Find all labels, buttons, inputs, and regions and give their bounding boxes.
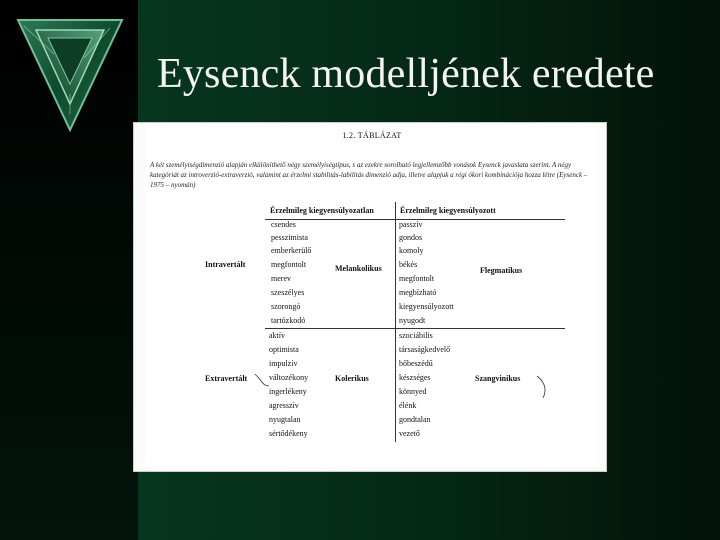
- trait-cell: optimista: [269, 345, 299, 354]
- row-label-extraverted: Extravertált: [205, 374, 248, 383]
- table-title: 1.2. TÁBLÁZAT: [342, 131, 402, 140]
- type-choleric: Kolerikus: [335, 374, 369, 383]
- column-header-unstable: Érzelmileg kiegyensúlyozatlan: [270, 206, 374, 215]
- trait-cell: emberkerülő: [271, 246, 312, 255]
- trait-cell: ingerlékeny: [269, 387, 307, 396]
- slide-title: Eysenck modelljének eredete: [157, 51, 655, 97]
- type-melancholic: Melankolikus: [335, 264, 382, 273]
- trait-cell: merev: [271, 274, 291, 283]
- trait-cell: békés: [399, 260, 418, 269]
- trait-cell: kiegyensúlyozott: [399, 302, 454, 311]
- connector-curves: [145, 124, 599, 467]
- trait-cell: nyugtalan: [269, 415, 301, 424]
- trait-cell: csendes: [271, 220, 296, 229]
- trait-cell: tartózkodó: [271, 316, 306, 325]
- trait-cell: komoly: [399, 246, 424, 255]
- trait-cell: megfontolt: [399, 274, 435, 283]
- trait-cell: gondos: [399, 233, 423, 242]
- trait-cell: sértődékeny: [269, 429, 308, 438]
- table-caption: A két személyiségdimenzió alapján elkülöníthető négy személyiségtípus, s az ezekre sorolható legjellemzőbb vonások Eysenck javaslata szerint. A négy kategóriát az introverzió-extraverzió, valamint az érzelmi stabilitás-labilitás dimenzió adja, illetve alapjuk a régi ókori kombinációja hozza létre (Eysenck – 1975 – nyomán): [150, 161, 588, 189]
- trait-cell: passzív: [399, 220, 423, 229]
- trait-cell: készséges: [399, 373, 431, 382]
- trait-cell: élénk: [399, 401, 417, 410]
- trait-cell: megfontolt: [271, 260, 307, 269]
- trait-cell: változékony: [269, 373, 309, 382]
- trait-cell: pesszimista: [271, 233, 308, 242]
- trait-cell: megbízható: [399, 288, 437, 297]
- scanned-table-document: [145, 124, 599, 467]
- trait-cell: könnyed: [399, 387, 427, 396]
- row-label-introverted: Intravertált: [205, 260, 246, 269]
- trait-cell: bőbeszédű: [399, 359, 433, 368]
- trait-cell: gondtalan: [399, 415, 431, 424]
- trait-cell: agresszív: [269, 401, 299, 410]
- trait-cell: vezető: [399, 429, 420, 438]
- trait-cell: szorongó: [271, 302, 301, 311]
- trait-cell: szociábilis: [399, 331, 433, 340]
- green-marble-triangle-icon: [14, 14, 126, 134]
- trait-cell: társaságkedvelő: [399, 345, 451, 354]
- type-sanguine: Szangvinikus: [475, 374, 521, 383]
- trait-cell: impulzív: [269, 359, 298, 368]
- trait-cell: nyugodt: [399, 316, 426, 325]
- trait-cell: aktív: [269, 331, 285, 340]
- column-header-stable: Érzelmileg kiegyensúlyozott: [400, 206, 496, 215]
- trait-cell: szeszélyes: [271, 288, 305, 297]
- type-phlegmatic: Flegmatikus: [480, 266, 523, 275]
